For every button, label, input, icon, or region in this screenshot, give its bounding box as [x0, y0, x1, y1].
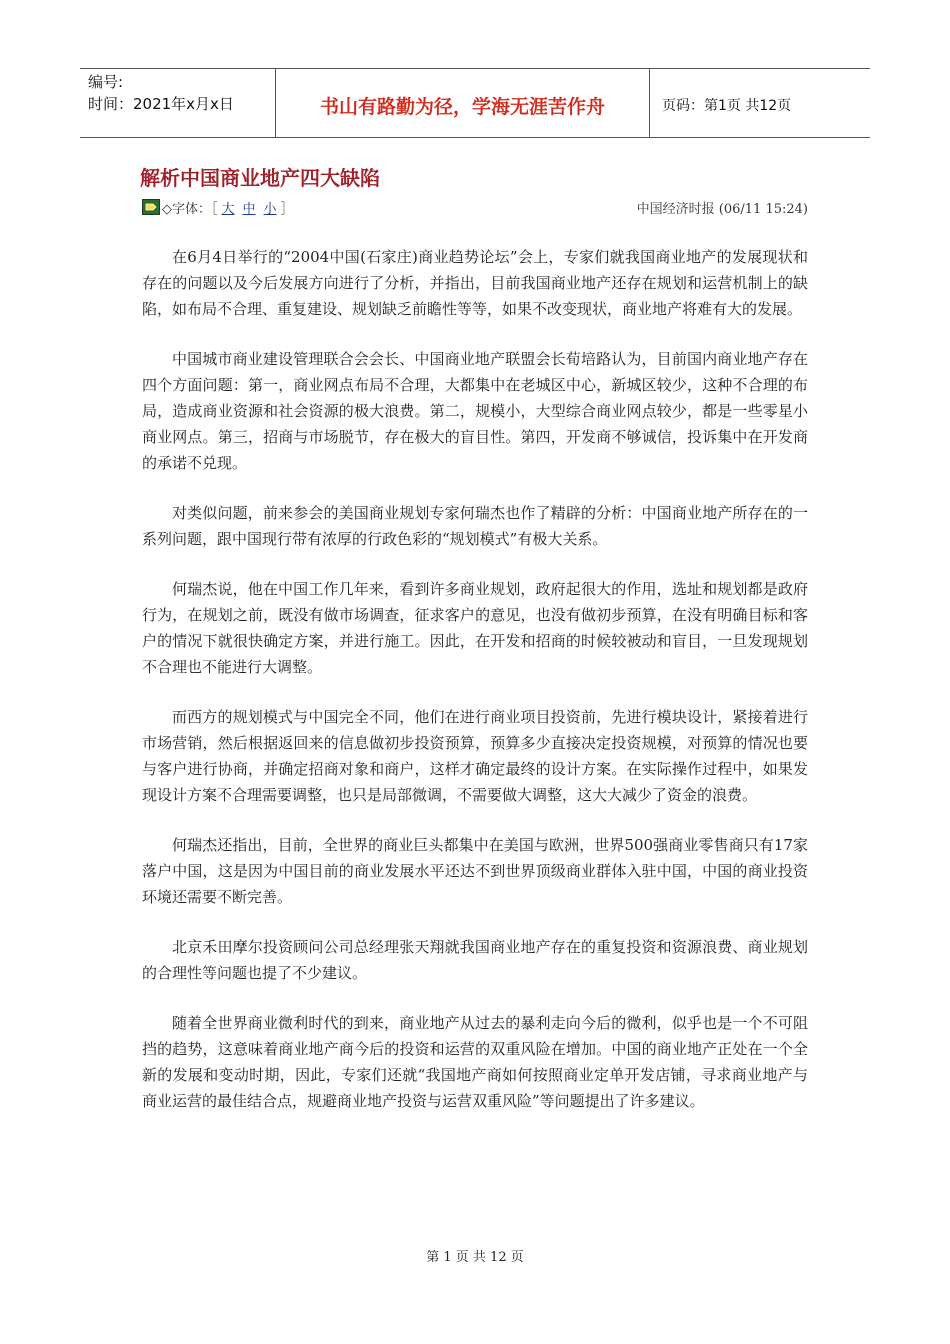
paragraph: 何瑞杰说，他在中国工作几年来，看到许多商业规划，政府起很大的作用，选址和规划都是政府行为，在规划之前，既没有做市场调查，征求客户的意见，也没有做初步预算，在没有明确目标和客户的情况下就很快确定方案，并进行施工。因此，在开发和招商的时候较被动和盲目，一旦发现规划不合理也不能进行大调整。 — [142, 580, 808, 676]
paragraph: 随着全世界商业微利时代的到来，商业地产从过去的暴利走向今后的微利，似乎也是一个不可阻挡的趋势，这意味着商业地产商今后的投资和运营的双重风险在增加。中国的商业地产正处在一个全新的发展和变动时期，因此，专家们还就“我国地产商如何按照商业定单开发店铺，寻求商业地产与商业运营的最佳结合点，规避商业地产投资与运营双重风险”等问题提出了许多建议。 — [142, 1014, 808, 1110]
article-title: 解析中国商业地产四大缺陷 — [140, 166, 380, 190]
font-size-medium-link[interactable]: 中 — [242, 201, 256, 217]
page-info: 页码：第1页 共12页 — [662, 98, 792, 114]
font-size-small-link[interactable]: 小 — [263, 201, 277, 217]
page-footer: 第 1 页 共 12 页 — [426, 1250, 524, 1265]
note-icon[interactable] — [142, 199, 160, 215]
paragraph: 而西方的规划模式与中国完全不同，他们在进行商业项目投资前，先进行模块设计，紧接着进行市场营销，然后根据返回来的信息做初步投资预算，预算多少直接决定投资规模，对预算的情况也要与客户进行协商，并确定招商对象和商户，这样才确定最终的设计方案。在实际操作过程中，如果发现设计方案不合理需要调整，也只是局部微调，不需要做大调整，这大大减少了资金的浪费。 — [142, 708, 808, 804]
number-label: 编号: — [88, 73, 124, 91]
paragraph: 北京禾田摩尔投资顾问公司总经理张天翔就我国商业地产存在的重复投资和资源浪费、商业规划的合理性等问题也提了不少建议。 — [142, 938, 808, 982]
article-body — [142, 244, 808, 1138]
font-close-bracket: ］ — [280, 201, 294, 217]
font-size-large-link[interactable]: 大 — [221, 201, 235, 217]
font-label: ◇字体：［ — [162, 201, 218, 217]
paragraph: 对类似问题，前来参会的美国商业规划专家何瑞杰也作了精辟的分析：中国商业地产所存在的一系列问题，跟中国现行带有浓厚的行政色彩的“规划模式”有极大关系。 — [142, 504, 808, 548]
article-meta — [142, 196, 808, 218]
paragraph: 在6月4日举行的“2004中国(石家庄)商业趋势论坛”会上，专家们就我国商业地产的发展现状和存在的问题以及今后发展方向进行了分析，并指出，目前我国商业地产还存在规划和运营机制上的缺陷，如布局不合理、重复建设、规划缺乏前瞻性等等，如果不改变现状，商业地产将难有大的发展。 — [142, 248, 808, 318]
paragraph: 何瑞杰还指出，目前，全世界的商业巨头都集中在美国与欧洲，世界500强商业零售商只有17家落户中国，这是因为中国目前的商业发展水平还达不到世界顶级商业群体入驻中国，中国的商业投资环境还需要不断完善。 — [142, 836, 808, 906]
paragraph: 中国城市商业建设管理联合会会长、中国商业地产联盟会长荀培路认为，目前国内商业地产存在四个方面问题：第一，商业网点布局不合理，大都集中在老城区中心，新城区较少，这种不合理的布局，造成商业资源和社会资源的极大浪费。第二，规模小，大型综合商业网点较少，都是一些零星小商业网点。第三，招商与市场脱节，存在极大的盲目性。第四，开发商不够诚信，投诉集中在开发商的承诺不兑现。 — [142, 350, 808, 472]
time-label: 时间：2021年x月x日 — [88, 95, 234, 113]
header-table — [80, 68, 870, 138]
header-info-cell — [80, 69, 276, 137]
motto: 书山有路勤为径，学海无涯苦作舟 — [276, 69, 650, 137]
article-source: 中国经济时报 (06/11 15:24) — [636, 201, 808, 217]
